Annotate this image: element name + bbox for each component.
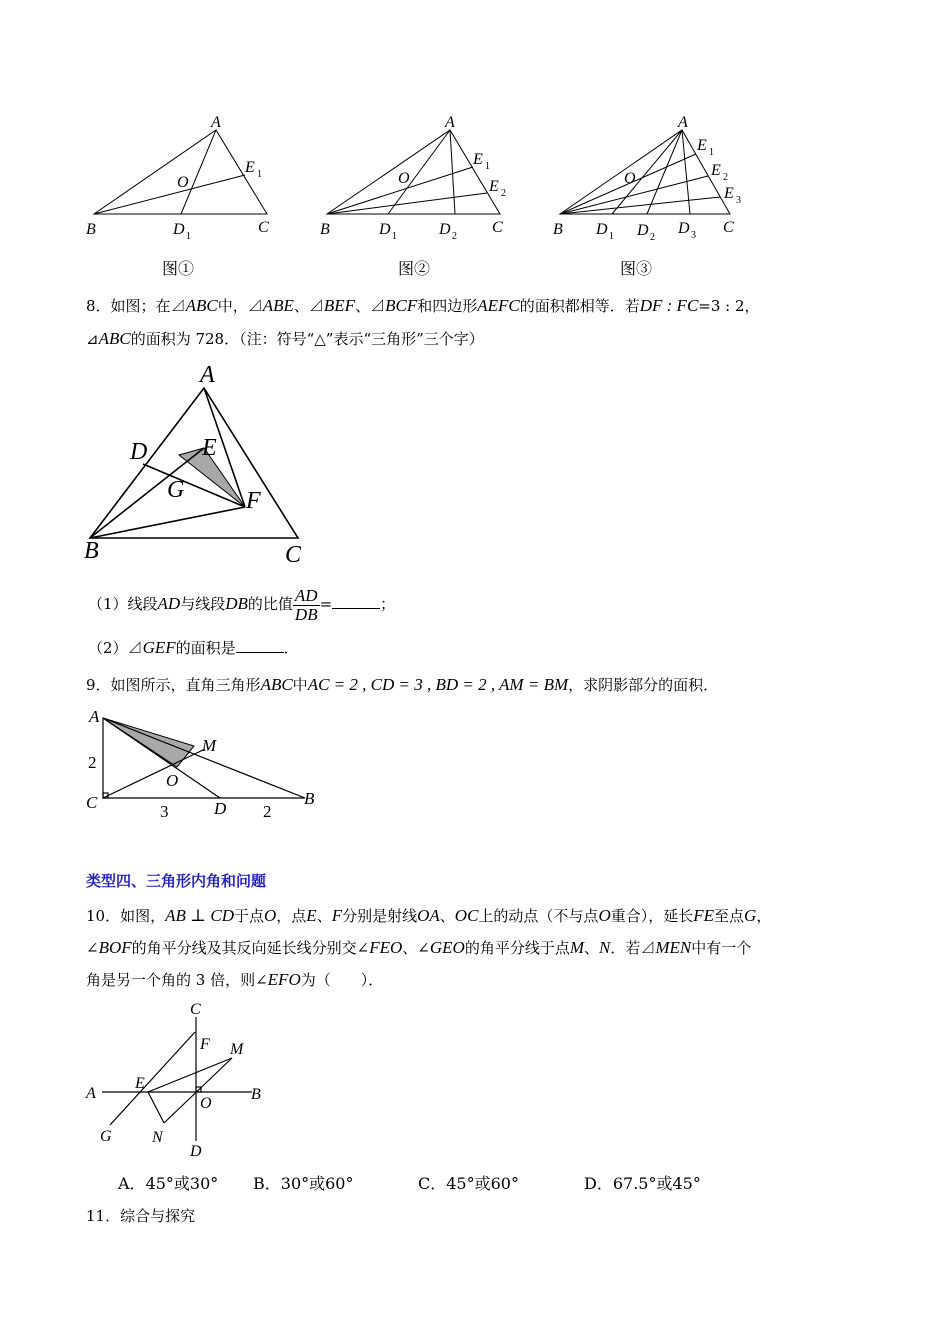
q8-sub-1: （1）线段AD与线段DB的比值 $\frac{AD}{DB}$ = ； (88, 585, 396, 624)
label-D3-sub: 3 (691, 230, 696, 241)
label-D: D (130, 439, 148, 465)
label-C: C (258, 219, 269, 236)
label-O: O (624, 170, 636, 187)
label-G: G (167, 477, 185, 503)
label-E2: E (711, 162, 721, 179)
label-A: A (86, 1085, 96, 1102)
q10-figure (80, 995, 280, 1165)
label-D3: D (678, 220, 690, 237)
q8-line-2: ⊿ABC的面积为 728．（注：符号“△”表示“三角形”三个字） (86, 329, 484, 348)
figure-3 (548, 110, 758, 245)
caption-fig-2: 图② (398, 259, 431, 278)
label-D2: D (439, 221, 451, 238)
label-C: C (86, 793, 98, 812)
option-d[interactable]: D．67.5°或45° (584, 1174, 701, 1193)
label-B: B (251, 1086, 261, 1103)
label-A: A (89, 707, 100, 726)
q9-text: 9．如图所示，直角三角形ABC中AC = 2 , CD = 3 , BD = 2 , AM = BM，求阴影部分的面积． (86, 675, 719, 694)
label-D: D (190, 1143, 202, 1160)
option-b[interactable]: B．30°或60° (253, 1174, 354, 1193)
label-D2-sub: 2 (650, 232, 655, 243)
q10-line-2: ∠BOF的角平分线及其反向延长线分别交∠FEO、∠GEO的角平分线于点M、N．若⊿MEN中有一个 (86, 938, 752, 957)
caption-fig-3: 图③ (620, 259, 653, 278)
q8-figure (80, 360, 320, 575)
label-D1: D (596, 221, 608, 238)
label-O: O (177, 174, 189, 191)
answer-blank-1[interactable] (332, 594, 380, 609)
label-A: A (211, 114, 221, 131)
label-E: E (245, 159, 255, 176)
label-E: E (135, 1075, 145, 1092)
q9-figure (80, 700, 330, 830)
label-B: B (320, 221, 330, 238)
label-A: A (445, 114, 455, 131)
label-E-sub: 1 (257, 169, 262, 180)
label-G: G (100, 1128, 112, 1145)
label-D1-sub: 1 (392, 231, 397, 242)
label-D: D (214, 799, 227, 818)
label-D-sub: 1 (186, 231, 191, 242)
label-2-left: 2 (88, 753, 97, 772)
label-B: B (553, 221, 563, 238)
fraction-ad-db: $\frac{AD}{DB}$ (294, 585, 318, 624)
label-F: F (200, 1036, 210, 1053)
label-C: C (285, 542, 302, 568)
label-E1: E (473, 151, 483, 168)
label-C: C (190, 1001, 201, 1018)
q10-line-3: 角是另一个角的 3 倍，则∠EFO为（ ）． (86, 970, 384, 989)
label-A: A (678, 114, 688, 131)
label-D2-sub: 2 (452, 231, 457, 242)
label-B: B (84, 538, 99, 564)
label-C: C (723, 219, 734, 236)
answer-blank-2[interactable] (236, 638, 284, 653)
q11-number: 11． (86, 1207, 121, 1225)
q11-text: 11．综合与探究 (86, 1207, 196, 1225)
label-D1: D (379, 221, 391, 238)
label-E2-sub: 2 (723, 172, 728, 183)
section-heading: 类型四、三角形内角和问题 (86, 872, 267, 890)
label-E3-sub: 3 (736, 195, 741, 206)
label-3: 3 (160, 802, 169, 821)
label-B: B (86, 221, 96, 238)
figure-2 (315, 110, 525, 245)
label-2-right: 2 (263, 802, 272, 821)
label-D: D (173, 221, 185, 238)
label-N: N (152, 1129, 163, 1146)
label-E1: E (697, 137, 707, 154)
label-E1-sub: 1 (485, 161, 490, 172)
label-D2: D (637, 222, 649, 239)
label-M: M (202, 736, 217, 755)
label-E2: E (489, 178, 499, 195)
label-F: F (246, 488, 261, 514)
label-A: A (200, 362, 215, 388)
label-C: C (492, 219, 503, 236)
option-a[interactable]: A．45°或30° (118, 1174, 219, 1193)
label-E: E (202, 435, 217, 461)
label-E1-sub: 1 (709, 147, 714, 158)
option-c[interactable]: C．45°或60° (418, 1174, 519, 1193)
label-E2-sub: 2 (501, 188, 506, 199)
q10-number: 10． (86, 907, 121, 925)
figure-1 (80, 110, 290, 245)
label-O: O (398, 170, 410, 187)
label-O: O (200, 1095, 212, 1112)
caption-fig-1: 图① (162, 259, 195, 278)
label-E3: E (724, 185, 734, 202)
q10-line-1: 10．如图，AB ⊥ CD于点O，点E、F分别是射线OA、OC上的动点（不与点O重合），延长FE至点G， (86, 906, 772, 925)
label-B: B (304, 789, 315, 808)
label-M: M (230, 1041, 244, 1058)
q8-line-1: 8．如图；在⊿ABC中，⊿ABE、⊿BEF、⊿BCF和四边形AEFC的面积都相等．若DF : FC=3 : 2， (86, 296, 760, 315)
q9-number: 9． (86, 676, 111, 694)
q8-sub-2: （2）⊿GEF的面积是 ． (88, 638, 299, 657)
label-D1-sub: 1 (609, 231, 614, 242)
label-O: O (166, 771, 179, 790)
q8-number: 8． (86, 297, 111, 315)
